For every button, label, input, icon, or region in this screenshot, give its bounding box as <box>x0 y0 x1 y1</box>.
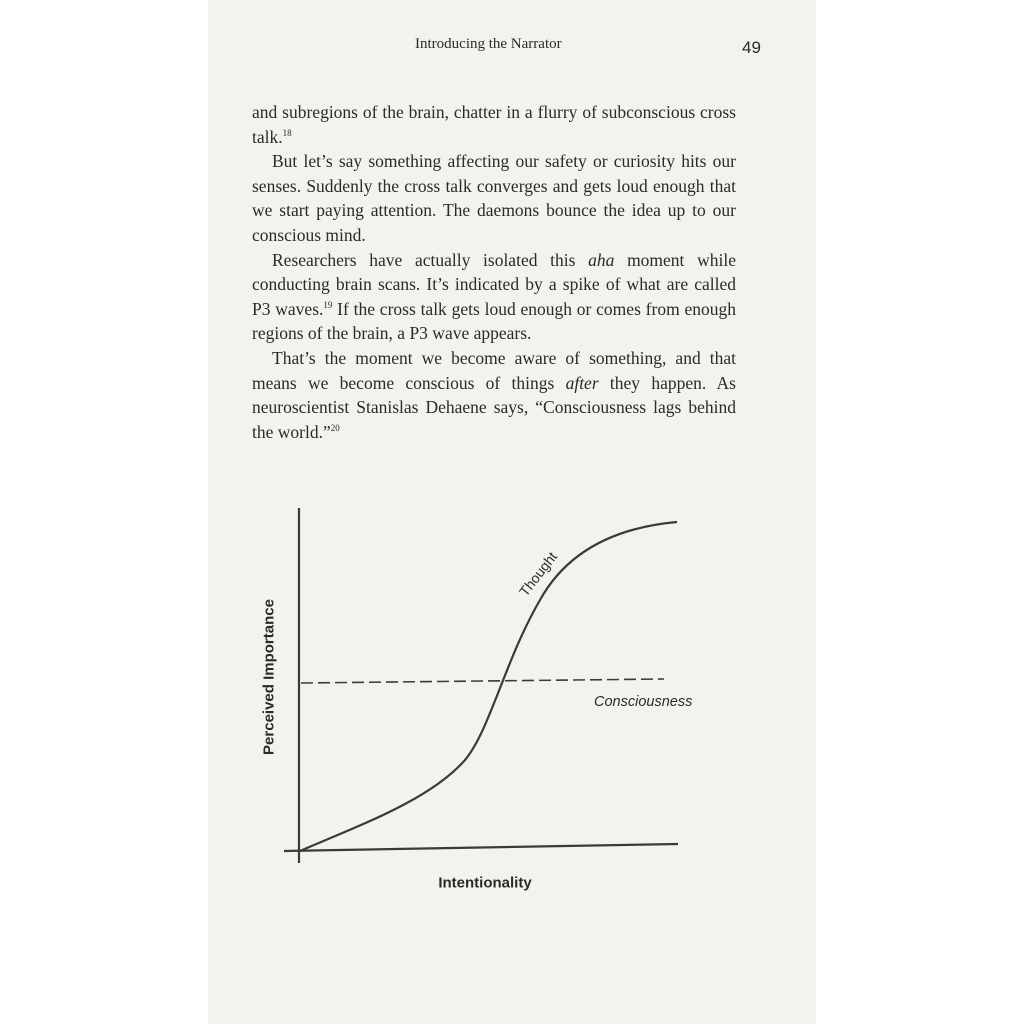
paragraph-2 <box>252 149 736 247</box>
thought-curve <box>300 522 677 851</box>
paragraph-4-text-a: That’s the moment we become aware of something, and that means we become conscious of things <box>252 347 736 393</box>
thought-curve-label: Thought <box>515 548 561 600</box>
emphasis-aha: aha <box>588 249 615 270</box>
consciousness-threshold-line <box>301 679 664 683</box>
paragraph-3-text-b: moment while conducting brain scans. It’s indicated by a spike of what are called P3 waves. <box>252 249 736 319</box>
x-axis-line <box>284 844 678 851</box>
paragraph-4-text-b: they happen. As neuroscientist Stanislas Dehaene says, “Consciousness lags behind the world.” <box>252 372 736 442</box>
footnote-ref-18: 18 <box>282 127 292 138</box>
paragraph-1 <box>252 100 736 149</box>
body-text <box>252 100 736 444</box>
paragraph-4 <box>252 346 736 444</box>
footnote-ref-20: 20 <box>330 422 340 433</box>
paragraph-3-text-a: Researchers have actually isolated this <box>272 249 589 270</box>
x-axis-label: Intentionality <box>438 874 532 892</box>
running-head: Introducing the Narrator <box>415 36 562 52</box>
paragraph-3 <box>252 248 736 346</box>
paragraph-3-text-c: If the cross talk gets loud enough or comes from enough regions of the brain, a P3 wave appears. <box>252 298 736 344</box>
consciousness-threshold-label: Consciousness <box>594 694 693 710</box>
page-number: 49 <box>742 38 761 57</box>
footnote-ref-19: 19 <box>323 299 333 310</box>
paragraph-1-text: and subregions of the brain, chatter in a flurry of subconscious cross talk. <box>252 102 736 147</box>
emphasis-after: after <box>565 372 599 393</box>
y-axis-label: Perceived Importance <box>260 599 278 755</box>
paragraph-2-text: But let’s say something affecting our safety or curiosity hits our senses. Suddenly the cross talk converges and gets loud enough that we start paying attention. The daemons bounce the idea up to our conscious mind. <box>252 151 736 245</box>
